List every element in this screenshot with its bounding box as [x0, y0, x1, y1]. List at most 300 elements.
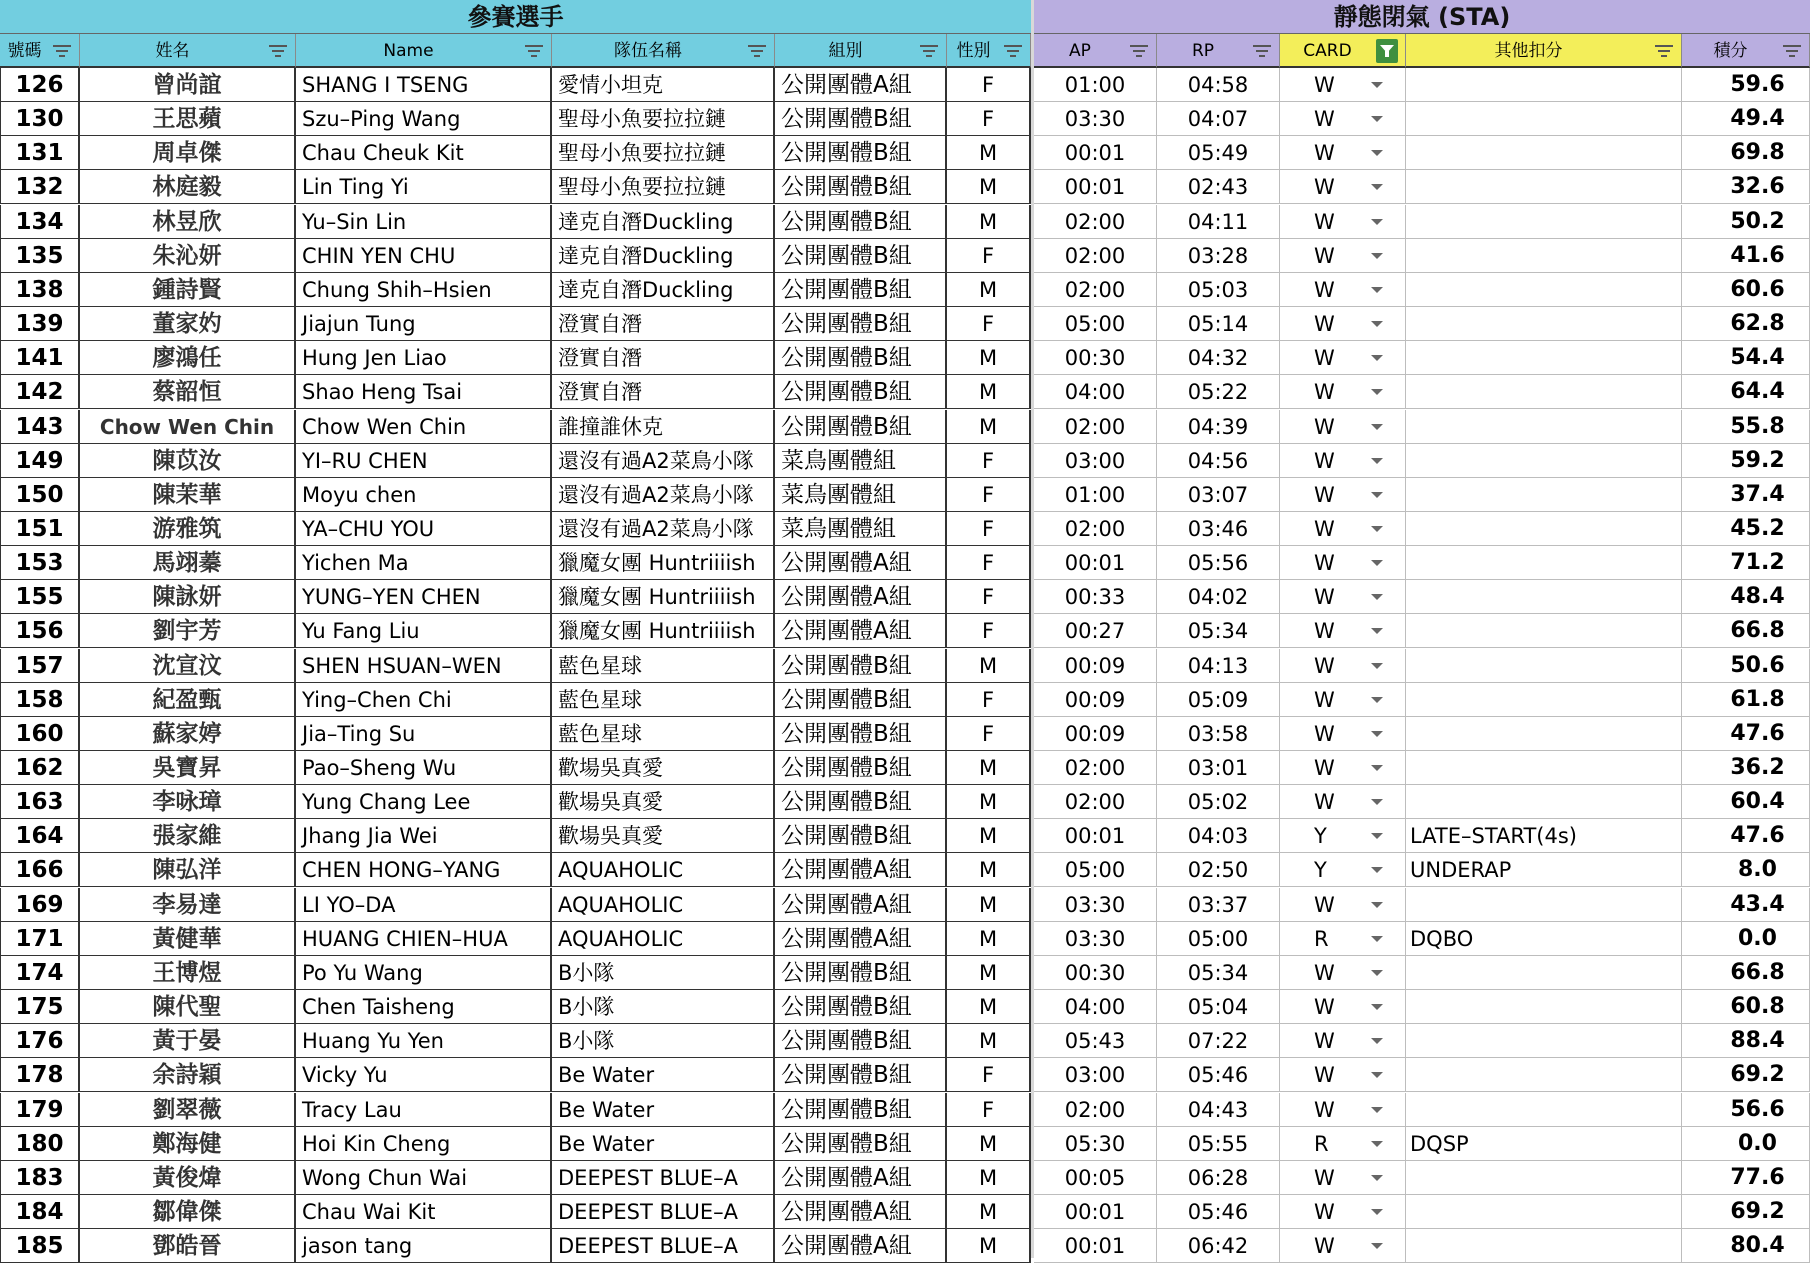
cell-number[interactable]: 132	[0, 170, 80, 204]
cell-points[interactable]: 66.8	[1682, 614, 1810, 648]
cell-ap[interactable]: 04:00	[1034, 375, 1157, 409]
table-row[interactable]	[0, 102, 1810, 136]
dropdown-arrow-icon[interactable]	[1371, 219, 1383, 225]
cell-penalty[interactable]	[1406, 68, 1682, 102]
cell-team[interactable]: B小隊	[552, 990, 775, 1024]
cell-card[interactable]	[1280, 1127, 1406, 1161]
cell-number[interactable]: 176	[0, 1024, 80, 1058]
cell-name[interactable]: LI YO–DA	[296, 888, 552, 922]
cell-team[interactable]: 聖母小魚要拉拉鏈	[552, 136, 775, 170]
cell-rp[interactable]: 05:34	[1157, 956, 1280, 990]
cell-points[interactable]: 64.4	[1682, 375, 1810, 409]
cell-gender[interactable]: F	[947, 614, 1031, 648]
cell-chinese-name[interactable]: 王思蘋	[80, 102, 296, 136]
cell-points[interactable]: 88.4	[1682, 1024, 1810, 1058]
cell-chinese-name[interactable]: 鄧皓晉	[80, 1229, 296, 1263]
cell-division[interactable]: 公開團體A組	[775, 853, 947, 887]
table-row[interactable]	[0, 888, 1810, 922]
cell-gender[interactable]: F	[947, 307, 1031, 341]
cell-ap[interactable]: 05:30	[1034, 1127, 1157, 1161]
dropdown-arrow-icon[interactable]	[1371, 1141, 1383, 1147]
cell-ap[interactable]: 03:30	[1034, 102, 1157, 136]
dropdown-arrow-icon[interactable]	[1371, 1038, 1383, 1044]
cell-division[interactable]: 公開團體B組	[775, 410, 947, 444]
cell-chinese-name[interactable]: 余詩穎	[80, 1058, 296, 1092]
table-row[interactable]	[0, 717, 1810, 751]
cell-division[interactable]: 公開團體B組	[775, 239, 947, 273]
cell-number[interactable]: 179	[0, 1093, 80, 1127]
cell-gender[interactable]: M	[947, 751, 1031, 785]
table-row[interactable]	[0, 478, 1810, 512]
table-row[interactable]	[0, 1127, 1810, 1161]
cell-division[interactable]: 公開團體A組	[775, 614, 947, 648]
cell-team[interactable]: 達克自潛Duckling	[552, 205, 775, 239]
cell-name[interactable]: Yung Chang Lee	[296, 785, 552, 819]
cell-ap[interactable]: 03:30	[1034, 888, 1157, 922]
cell-points[interactable]: 69.2	[1682, 1195, 1810, 1229]
table-row[interactable]	[0, 1093, 1810, 1127]
cell-card[interactable]	[1280, 512, 1406, 546]
table-row[interactable]	[0, 273, 1810, 307]
cell-team[interactable]: 誰撞誰休克	[552, 410, 775, 444]
cell-team[interactable]: 還沒有過A2菜鳥小隊	[552, 478, 775, 512]
table-row[interactable]	[0, 819, 1810, 853]
cell-division[interactable]: 公開團體B組	[775, 102, 947, 136]
cell-ap[interactable]: 00:01	[1034, 819, 1157, 853]
table-row[interactable]	[0, 785, 1810, 819]
column-header-gender[interactable]	[947, 34, 1031, 68]
cell-rp[interactable]: 03:37	[1157, 888, 1280, 922]
cell-chinese-name[interactable]: 劉翠薇	[80, 1093, 296, 1127]
cell-chinese-name[interactable]: 陳弘洋	[80, 853, 296, 887]
cell-points[interactable]: 69.8	[1682, 136, 1810, 170]
cell-chinese-name[interactable]: 沈宣汶	[80, 649, 296, 683]
cell-team[interactable]: B小隊	[552, 1024, 775, 1058]
cell-division[interactable]: 公開團體B組	[775, 170, 947, 204]
dropdown-arrow-icon[interactable]	[1371, 970, 1383, 976]
cell-gender[interactable]: F	[947, 546, 1031, 580]
cell-gender[interactable]: F	[947, 1058, 1031, 1092]
cell-division[interactable]: 菜鳥團體組	[775, 444, 947, 478]
cell-division[interactable]: 公開團體B組	[775, 785, 947, 819]
cell-name[interactable]: CHIN YEN CHU	[296, 239, 552, 273]
column-header-name[interactable]	[296, 34, 552, 68]
cell-name[interactable]: Hoi Kin Cheng	[296, 1127, 552, 1161]
cell-ap[interactable]: 02:00	[1034, 273, 1157, 307]
cell-division[interactable]: 公開團體A組	[775, 546, 947, 580]
table-row[interactable]	[0, 614, 1810, 648]
cell-team[interactable]: 獵魔女團 Huntriiiish	[552, 546, 775, 580]
dropdown-arrow-icon[interactable]	[1371, 663, 1383, 669]
cell-ap[interactable]: 03:30	[1034, 922, 1157, 956]
cell-rp[interactable]: 04:03	[1157, 819, 1280, 853]
cell-team[interactable]: Be Water	[552, 1093, 775, 1127]
cell-number[interactable]: 151	[0, 512, 80, 546]
cell-team[interactable]: 達克自潛Duckling	[552, 273, 775, 307]
cell-ap[interactable]: 00:33	[1034, 580, 1157, 614]
cell-penalty[interactable]	[1406, 546, 1682, 580]
cell-penalty[interactable]	[1406, 341, 1682, 375]
cell-team[interactable]: AQUAHOLIC	[552, 922, 775, 956]
cell-team[interactable]: Be Water	[552, 1058, 775, 1092]
cell-ap[interactable]: 03:00	[1034, 444, 1157, 478]
cell-card[interactable]	[1280, 68, 1406, 102]
cell-chinese-name[interactable]: 馬翊蓁	[80, 546, 296, 580]
cell-rp[interactable]: 05:14	[1157, 307, 1280, 341]
cell-division[interactable]: 公開團體B組	[775, 717, 947, 751]
cell-division[interactable]: 公開團體B組	[775, 1093, 947, 1127]
cell-chinese-name[interactable]: 廖鴻任	[80, 341, 296, 375]
dropdown-arrow-icon[interactable]	[1371, 560, 1383, 566]
cell-penalty[interactable]	[1406, 375, 1682, 409]
cell-chinese-name[interactable]: 陳苡汝	[80, 444, 296, 478]
table-row[interactable]	[0, 546, 1810, 580]
cell-ap[interactable]: 02:00	[1034, 239, 1157, 273]
cell-points[interactable]: 0.0	[1682, 1127, 1810, 1161]
column-header-card[interactable]	[1280, 34, 1406, 68]
cell-ap[interactable]: 00:01	[1034, 546, 1157, 580]
cell-gender[interactable]: M	[947, 410, 1031, 444]
cell-team[interactable]: 愛情小坦克	[552, 68, 775, 102]
cell-gender[interactable]: M	[947, 819, 1031, 853]
cell-penalty[interactable]: UNDERAP	[1406, 853, 1682, 887]
cell-penalty[interactable]	[1406, 717, 1682, 751]
table-row[interactable]	[0, 512, 1810, 546]
cell-penalty[interactable]	[1406, 170, 1682, 204]
cell-card[interactable]	[1280, 136, 1406, 170]
cell-chinese-name[interactable]: 黃健華	[80, 922, 296, 956]
cell-chinese-name[interactable]: 紀盈甄	[80, 683, 296, 717]
cell-gender[interactable]: F	[947, 68, 1031, 102]
cell-card[interactable]	[1280, 683, 1406, 717]
cell-gender[interactable]: M	[947, 1229, 1031, 1263]
dropdown-arrow-icon[interactable]	[1371, 389, 1383, 395]
cell-chinese-name[interactable]: 劉宇芳	[80, 614, 296, 648]
table-row[interactable]	[0, 580, 1810, 614]
cell-rp[interactable]: 05:02	[1157, 785, 1280, 819]
cell-chinese-name[interactable]: 林庭毅	[80, 170, 296, 204]
cell-name[interactable]: Pao–Sheng Wu	[296, 751, 552, 785]
cell-points[interactable]: 61.8	[1682, 683, 1810, 717]
cell-points[interactable]: 43.4	[1682, 888, 1810, 922]
cell-gender[interactable]: M	[947, 956, 1031, 990]
cell-name[interactable]: Hung Jen Liao	[296, 341, 552, 375]
cell-penalty[interactable]	[1406, 273, 1682, 307]
cell-name[interactable]: YI–RU CHEN	[296, 444, 552, 478]
table-row[interactable]	[0, 410, 1810, 444]
cell-division[interactable]: 公開團體A組	[775, 888, 947, 922]
cell-gender[interactable]: F	[947, 239, 1031, 273]
cell-chinese-name[interactable]: 張家維	[80, 819, 296, 853]
cell-gender[interactable]: F	[947, 683, 1031, 717]
column-header-ap[interactable]	[1034, 34, 1157, 68]
cell-division[interactable]: 公開團體B組	[775, 307, 947, 341]
cell-ap[interactable]: 04:00	[1034, 990, 1157, 1024]
cell-rp[interactable]: 04:43	[1157, 1093, 1280, 1127]
cell-card[interactable]	[1280, 990, 1406, 1024]
cell-team[interactable]: 藍色星球	[552, 683, 775, 717]
cell-rp[interactable]: 06:28	[1157, 1161, 1280, 1195]
dropdown-arrow-icon[interactable]	[1371, 1004, 1383, 1010]
dropdown-arrow-icon[interactable]	[1371, 799, 1383, 805]
cell-number[interactable]: 158	[0, 683, 80, 717]
cell-name[interactable]: Shao Heng Tsai	[296, 375, 552, 409]
cell-team[interactable]: DEEPEST BLUE–A	[552, 1229, 775, 1263]
cell-name[interactable]: Po Yu Wang	[296, 956, 552, 990]
cell-card[interactable]	[1280, 853, 1406, 887]
cell-ap[interactable]: 00:05	[1034, 1161, 1157, 1195]
cell-chinese-name[interactable]: 游雅筑	[80, 512, 296, 546]
cell-points[interactable]: 45.2	[1682, 512, 1810, 546]
cell-team[interactable]: 還沒有過A2菜鳥小隊	[552, 444, 775, 478]
cell-division[interactable]: 公開團體B組	[775, 205, 947, 239]
dropdown-arrow-icon[interactable]	[1371, 1175, 1383, 1181]
cell-division[interactable]: 公開團體A組	[775, 68, 947, 102]
filter-icon[interactable]	[1253, 45, 1271, 57]
cell-division[interactable]: 公開團體B組	[775, 990, 947, 1024]
cell-penalty[interactable]: LATE–START(4s)	[1406, 819, 1682, 853]
cell-points[interactable]: 8.0	[1682, 853, 1810, 887]
column-header-penalty[interactable]	[1406, 34, 1682, 68]
cell-rp[interactable]: 04:07	[1157, 102, 1280, 136]
cell-chinese-name[interactable]: 李咏璋	[80, 785, 296, 819]
column-header-team[interactable]	[552, 34, 775, 68]
dropdown-arrow-icon[interactable]	[1371, 936, 1383, 942]
cell-card[interactable]	[1280, 239, 1406, 273]
cell-chinese-name[interactable]: 李易達	[80, 888, 296, 922]
cell-points[interactable]: 37.4	[1682, 478, 1810, 512]
cell-team[interactable]: 聖母小魚要拉拉鏈	[552, 170, 775, 204]
column-header-points[interactable]	[1682, 34, 1810, 68]
cell-gender[interactable]: F	[947, 444, 1031, 478]
table-row[interactable]	[0, 68, 1810, 102]
cell-gender[interactable]: M	[947, 273, 1031, 307]
cell-rp[interactable]: 03:01	[1157, 751, 1280, 785]
cell-ap[interactable]: 02:00	[1034, 1093, 1157, 1127]
dropdown-arrow-icon[interactable]	[1371, 1072, 1383, 1078]
cell-card[interactable]	[1280, 410, 1406, 444]
cell-chinese-name[interactable]: 陳代聖	[80, 990, 296, 1024]
cell-team[interactable]: 藍色星球	[552, 717, 775, 751]
cell-name[interactable]: CHEN HONG–YANG	[296, 853, 552, 887]
cell-card[interactable]	[1280, 649, 1406, 683]
cell-team[interactable]: 澄實自潛	[552, 375, 775, 409]
cell-ap[interactable]: 00:01	[1034, 1229, 1157, 1263]
cell-chinese-name[interactable]: 鍾詩賢	[80, 273, 296, 307]
cell-number[interactable]: 160	[0, 717, 80, 751]
cell-gender[interactable]: M	[947, 205, 1031, 239]
cell-gender[interactable]: M	[947, 170, 1031, 204]
cell-card[interactable]	[1280, 1024, 1406, 1058]
dropdown-arrow-icon[interactable]	[1371, 492, 1383, 498]
table-row[interactable]	[0, 136, 1810, 170]
cell-rp[interactable]: 03:07	[1157, 478, 1280, 512]
cell-division[interactable]: 公開團體B組	[775, 136, 947, 170]
cell-card[interactable]	[1280, 922, 1406, 956]
cell-ap[interactable]: 02:00	[1034, 751, 1157, 785]
cell-chinese-name[interactable]: 蔡韶恒	[80, 375, 296, 409]
cell-points[interactable]: 47.6	[1682, 717, 1810, 751]
cell-name[interactable]: HUANG CHIEN–HUA	[296, 922, 552, 956]
cell-division[interactable]: 公開團體B組	[775, 819, 947, 853]
dropdown-arrow-icon[interactable]	[1371, 355, 1383, 361]
cell-name[interactable]: SHANG I TSENG	[296, 68, 552, 102]
cell-division[interactable]: 菜鳥團體組	[775, 512, 947, 546]
cell-number[interactable]: 157	[0, 649, 80, 683]
cell-rp[interactable]: 04:13	[1157, 649, 1280, 683]
column-header-division[interactable]	[775, 34, 947, 68]
cell-ap[interactable]: 01:00	[1034, 478, 1157, 512]
cell-penalty[interactable]	[1406, 239, 1682, 273]
cell-ap[interactable]: 00:30	[1034, 341, 1157, 375]
cell-division[interactable]: 公開團體B組	[775, 341, 947, 375]
cell-penalty[interactable]	[1406, 478, 1682, 512]
cell-team[interactable]: 藍色星球	[552, 649, 775, 683]
cell-chinese-name[interactable]: 陳茉華	[80, 478, 296, 512]
dropdown-arrow-icon[interactable]	[1371, 731, 1383, 737]
cell-team[interactable]: 澄實自潛	[552, 341, 775, 375]
dropdown-arrow-icon[interactable]	[1371, 116, 1383, 122]
cell-number[interactable]: 175	[0, 990, 80, 1024]
cell-team[interactable]: DEEPEST BLUE–A	[552, 1161, 775, 1195]
cell-points[interactable]: 71.2	[1682, 546, 1810, 580]
cell-card[interactable]	[1280, 717, 1406, 751]
cell-gender[interactable]: M	[947, 1161, 1031, 1195]
cell-name[interactable]: Yu Fang Liu	[296, 614, 552, 648]
dropdown-arrow-icon[interactable]	[1371, 628, 1383, 634]
cell-division[interactable]: 公開團體A組	[775, 580, 947, 614]
table-row[interactable]	[0, 1058, 1810, 1092]
table-row[interactable]	[0, 683, 1810, 717]
cell-number[interactable]: 166	[0, 853, 80, 887]
cell-rp[interactable]: 05:09	[1157, 683, 1280, 717]
cell-number[interactable]: 184	[0, 1195, 80, 1229]
cell-ap[interactable]: 00:01	[1034, 170, 1157, 204]
cell-team[interactable]: 還沒有過A2菜鳥小隊	[552, 512, 775, 546]
cell-name[interactable]: YA–CHU YOU	[296, 512, 552, 546]
cell-number[interactable]: 131	[0, 136, 80, 170]
cell-gender[interactable]: M	[947, 785, 1031, 819]
cell-penalty[interactable]	[1406, 683, 1682, 717]
cell-number[interactable]: 185	[0, 1229, 80, 1263]
cell-gender[interactable]: F	[947, 717, 1031, 751]
cell-name[interactable]: Chen Taisheng	[296, 990, 552, 1024]
cell-rp[interactable]: 04:56	[1157, 444, 1280, 478]
cell-number[interactable]: 149	[0, 444, 80, 478]
cell-rp[interactable]: 02:43	[1157, 170, 1280, 204]
cell-team[interactable]: AQUAHOLIC	[552, 853, 775, 887]
cell-number[interactable]: 164	[0, 819, 80, 853]
cell-ap[interactable]: 00:27	[1034, 614, 1157, 648]
cell-number[interactable]: 174	[0, 956, 80, 990]
cell-points[interactable]: 59.2	[1682, 444, 1810, 478]
cell-gender[interactable]: F	[947, 478, 1031, 512]
cell-gender[interactable]: M	[947, 1024, 1031, 1058]
cell-number[interactable]: 150	[0, 478, 80, 512]
cell-rp[interactable]: 03:46	[1157, 512, 1280, 546]
cell-points[interactable]: 50.6	[1682, 649, 1810, 683]
cell-division[interactable]: 公開團體B組	[775, 375, 947, 409]
cell-points[interactable]: 80.4	[1682, 1229, 1810, 1263]
cell-team[interactable]: DEEPEST BLUE–A	[552, 1195, 775, 1229]
table-row[interactable]	[0, 990, 1810, 1024]
cell-team[interactable]: 歡場吳真愛	[552, 785, 775, 819]
cell-card[interactable]	[1280, 375, 1406, 409]
cell-ap[interactable]: 00:09	[1034, 683, 1157, 717]
cell-gender[interactable]: M	[947, 853, 1031, 887]
cell-gender[interactable]: M	[947, 990, 1031, 1024]
cell-rp[interactable]: 07:22	[1157, 1024, 1280, 1058]
cell-team[interactable]: 獵魔女團 Huntriiiish	[552, 614, 775, 648]
cell-division[interactable]: 公開團體B組	[775, 1024, 947, 1058]
cell-rp[interactable]: 06:42	[1157, 1229, 1280, 1263]
cell-division[interactable]: 公開團體A組	[775, 922, 947, 956]
cell-number[interactable]: 139	[0, 307, 80, 341]
cell-rp[interactable]: 04:02	[1157, 580, 1280, 614]
cell-number[interactable]: 135	[0, 239, 80, 273]
table-row[interactable]	[0, 1024, 1810, 1058]
cell-number[interactable]: 180	[0, 1127, 80, 1161]
cell-card[interactable]	[1280, 819, 1406, 853]
cell-points[interactable]: 0.0	[1682, 922, 1810, 956]
filter-icon[interactable]	[1130, 45, 1148, 57]
cell-rp[interactable]: 05:46	[1157, 1195, 1280, 1229]
dropdown-arrow-icon[interactable]	[1371, 287, 1383, 293]
cell-name[interactable]: Moyu chen	[296, 478, 552, 512]
table-row[interactable]	[0, 444, 1810, 478]
filter-icon[interactable]	[1004, 45, 1022, 57]
cell-name[interactable]: Chung Shih–Hsien	[296, 273, 552, 307]
cell-card[interactable]	[1280, 102, 1406, 136]
cell-name[interactable]: jason tang	[296, 1229, 552, 1263]
cell-card[interactable]	[1280, 478, 1406, 512]
cell-number[interactable]: 138	[0, 273, 80, 307]
table-row[interactable]	[0, 375, 1810, 409]
cell-ap[interactable]: 01:00	[1034, 68, 1157, 102]
filter-icon[interactable]	[748, 45, 766, 57]
cell-chinese-name[interactable]: Chow Wen Chin	[80, 410, 296, 444]
cell-division[interactable]: 公開團體B組	[775, 649, 947, 683]
cell-division[interactable]: 公開團體A組	[775, 1229, 947, 1263]
cell-division[interactable]: 公開團體B組	[775, 751, 947, 785]
cell-ap[interactable]: 00:01	[1034, 136, 1157, 170]
cell-penalty[interactable]	[1406, 751, 1682, 785]
cell-name[interactable]: Szu–Ping Wang	[296, 102, 552, 136]
cell-gender[interactable]: M	[947, 136, 1031, 170]
column-header-number[interactable]	[0, 34, 80, 68]
cell-rp[interactable]: 04:58	[1157, 68, 1280, 102]
table-row[interactable]	[0, 853, 1810, 887]
cell-rp[interactable]: 02:50	[1157, 853, 1280, 887]
cell-penalty[interactable]	[1406, 1161, 1682, 1195]
cell-penalty[interactable]: DQSP	[1406, 1127, 1682, 1161]
cell-number[interactable]: 156	[0, 614, 80, 648]
cell-card[interactable]	[1280, 205, 1406, 239]
cell-gender[interactable]: F	[947, 512, 1031, 546]
cell-ap[interactable]: 02:00	[1034, 410, 1157, 444]
cell-penalty[interactable]	[1406, 307, 1682, 341]
cell-gender[interactable]: M	[947, 922, 1031, 956]
dropdown-arrow-icon[interactable]	[1371, 867, 1383, 873]
cell-team[interactable]: Be Water	[552, 1127, 775, 1161]
cell-rp[interactable]: 05:55	[1157, 1127, 1280, 1161]
cell-number[interactable]: 163	[0, 785, 80, 819]
cell-ap[interactable]: 00:09	[1034, 717, 1157, 751]
cell-number[interactable]: 130	[0, 102, 80, 136]
filter-icon[interactable]	[525, 45, 543, 57]
cell-ap[interactable]: 02:00	[1034, 205, 1157, 239]
cell-name[interactable]: Lin Ting Yi	[296, 170, 552, 204]
